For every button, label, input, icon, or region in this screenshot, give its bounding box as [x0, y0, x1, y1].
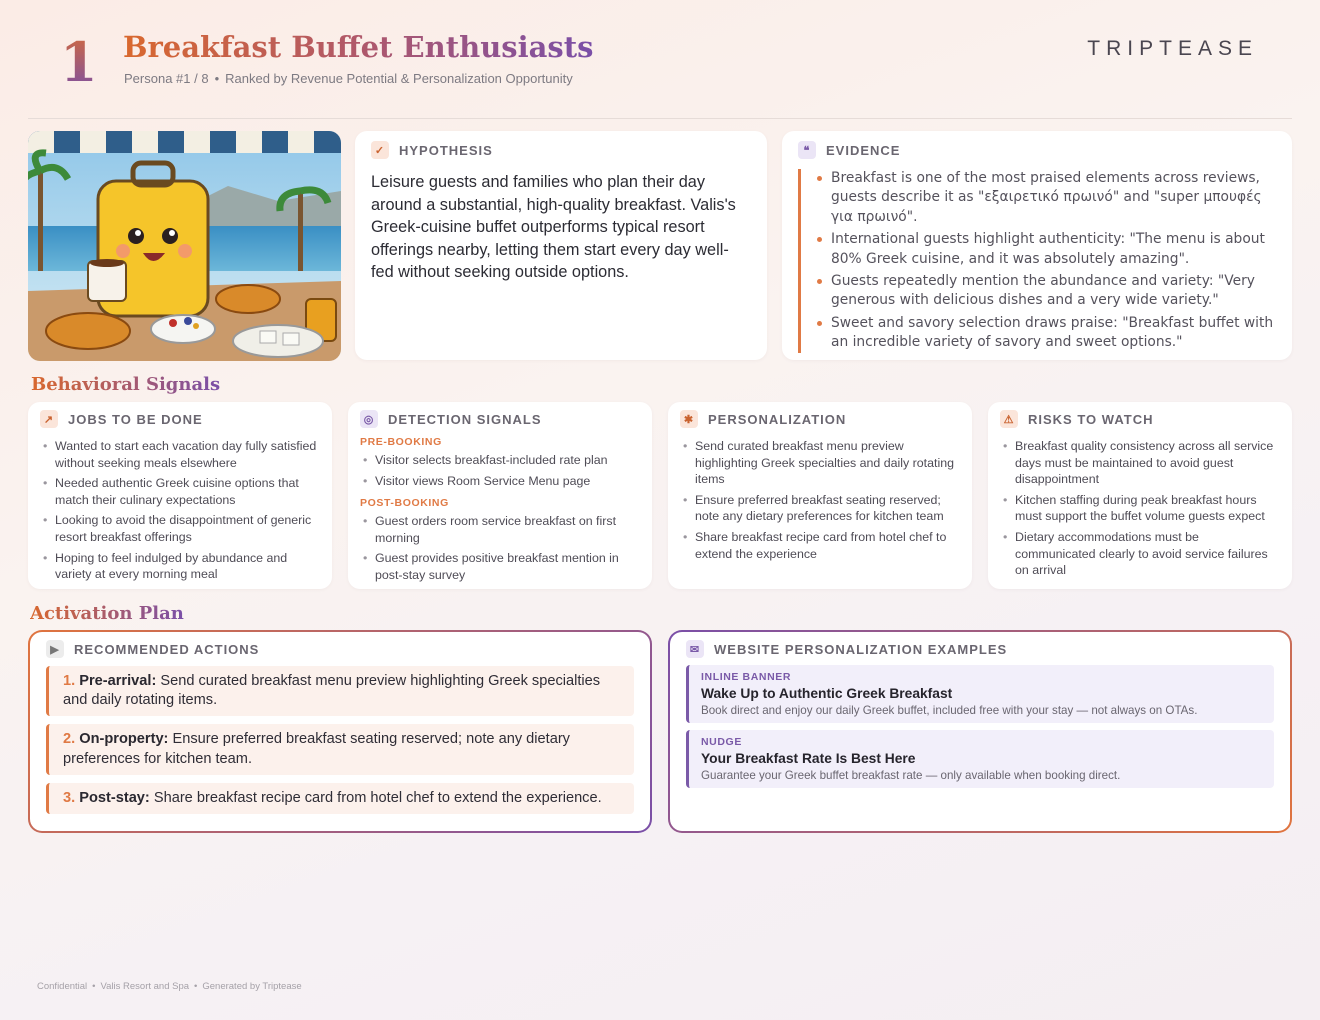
mail-icon: ✉ — [686, 640, 704, 658]
persona-number: 1 — [60, 30, 98, 94]
hypothesis-text: Leisure guests and families who plan their day around a substantial, high-quality breakfast. Valis's Greek-cuisine buffet outperforms typical resort offerings nearby, letting them start every day well-fed without seeking outside options. — [371, 173, 736, 282]
action-text: Share breakfast recipe card from hotel chef to extend the experience. — [153, 789, 602, 806]
radar-icon: ◎ — [360, 410, 378, 428]
personalization-heading: PERSONALIZATION — [708, 411, 847, 427]
action-label: Post-stay: — [79, 789, 150, 806]
warning-icon: ⚠ — [1000, 410, 1018, 428]
example-type: NUDGE — [701, 736, 742, 748]
example-title: Your Breakfast Rate Is Best Here — [701, 751, 916, 766]
example-item — [686, 730, 1274, 788]
hypothesis-card — [355, 131, 767, 360]
page-subtitle — [124, 71, 573, 86]
example-description: Book direct and enjoy our daily Greek buffet, included free with your stay — not always on OTAs. — [701, 704, 1198, 717]
page-title: Breakfast Buffet Enthusiasts — [123, 30, 594, 64]
list-item: • Visitor selects breakfast-included rate plan — [360, 452, 640, 469]
action-number: 3. — [63, 789, 76, 806]
evidence-heading: EVIDENCE — [826, 142, 901, 158]
action-item — [46, 783, 634, 814]
list-item: • Breakfast quality consistency across all service days must be maintained to avoid guest disappointment — [1000, 438, 1280, 488]
risks-list — [1000, 438, 1280, 579]
list-item: • Looking to avoid the disappointment of generic resort breakfast offerings — [40, 512, 320, 545]
footer-property: Valis Resort and Spa — [100, 981, 190, 992]
list-item: • Hoping to feel indulged by abundance and variety at every morning meal — [40, 550, 320, 583]
example-item — [686, 665, 1274, 723]
header-divider — [28, 118, 1292, 119]
detection-header — [360, 410, 640, 428]
separator-dot: • — [92, 981, 96, 992]
action-item — [46, 666, 634, 716]
detection-heading: DETECTION SIGNALS — [388, 411, 542, 427]
jobs-to-be-done-card — [28, 402, 332, 589]
actions-header — [46, 640, 634, 658]
list-item: • Needed authentic Greek cuisine options that match their culinary expectations — [40, 475, 320, 508]
persona-illustration — [28, 131, 341, 361]
hypothesis-header — [371, 141, 751, 159]
list-item: • Wanted to start each vacation day fully satisfied without seeking meals elsewhere — [40, 438, 320, 471]
footer-generated: Generated by Triptease — [202, 981, 302, 992]
jobs-header — [40, 410, 320, 428]
persona-label: Persona #1 / 8 — [124, 71, 209, 86]
post-booking-list — [360, 513, 640, 583]
separator-dot: • — [194, 981, 198, 992]
risks-card — [988, 402, 1292, 589]
check-icon: ✓ — [371, 141, 389, 159]
play-icon: ▶ — [46, 640, 64, 658]
activation-plan-title: Activation Plan — [30, 603, 184, 624]
list-item: • Guest orders room service breakfast on first morning — [360, 513, 640, 546]
brand-logo: TRIPTEASE — [1087, 37, 1258, 60]
sparkle-icon: ✱ — [680, 410, 698, 428]
example-title: Wake Up to Authentic Greek Breakfast — [701, 686, 953, 701]
footer-confidential: Confidential — [37, 981, 88, 992]
evidence-item: Breakfast is one of the most praised elements across reviews, guests describe it as "εξαιρετικό πρωινό" and "super μπουφές για πρωινό". — [817, 169, 1276, 227]
personalization-header — [680, 410, 960, 428]
evidence-item: Sweet and savory selection draws praise: "Breakfast buffet with an incredible variety of savory and sweet options." — [817, 314, 1276, 353]
risks-header — [1000, 410, 1280, 428]
example-description: Guarantee your Greek buffet breakfast rate — only available when booking direct. — [701, 769, 1121, 782]
behavioral-signals-title: Behavioral Signals — [31, 374, 221, 395]
evidence-item: International guests highlight authenticity: "The menu is about 80% Greek cuisine, and it was absolutely amazing". — [817, 230, 1276, 269]
action-text: Send curated breakfast menu preview highlighting Greek specialties and daily rotating items. — [63, 673, 601, 709]
recommended-actions-card — [28, 630, 652, 833]
pre-booking-label: PRE-BOOKING — [360, 436, 442, 448]
evidence-header — [798, 141, 1276, 159]
action-label: On-property: — [79, 731, 169, 748]
detection-signals-card — [348, 402, 652, 589]
list-item: • Visitor views Room Service Menu page — [360, 473, 640, 490]
action-text: Ensure preferred breakfast seating reserved; note any dietary preferences for kitchen team. — [63, 731, 570, 767]
action-item — [46, 724, 634, 774]
jobs-heading: JOBS TO BE DONE — [68, 411, 203, 427]
list-item: • Guest provides positive breakfast mention in post-stay survey — [360, 550, 640, 583]
hypothesis-heading: HYPOTHESIS — [399, 142, 493, 158]
risks-heading: RISKS TO WATCH — [1028, 411, 1154, 427]
arrow-up-right-icon: ↗ — [40, 410, 58, 428]
examples-header — [686, 640, 1274, 658]
list-item: • Ensure preferred breakfast seating reserved; note any dietary preferences for kitchen team — [680, 492, 960, 525]
post-booking-label: POST-BOOKING — [360, 497, 449, 510]
evidence-card — [782, 131, 1292, 360]
website-personalization-card — [668, 630, 1292, 833]
ranking-note: Ranked by Revenue Potential & Personalization Opportunity — [225, 71, 573, 86]
quote-icon: ❝ — [798, 141, 816, 159]
personalization-list — [680, 438, 960, 562]
example-type: INLINE BANNER — [701, 671, 792, 683]
action-number: 2. — [63, 731, 76, 748]
evidence-item: Guests repeatedly mention the abundance and variety: "Very generous with delicious dishes and a very wide variety." — [817, 272, 1276, 311]
evidence-list — [798, 169, 1276, 353]
action-number: 1. — [63, 673, 76, 689]
jobs-list — [40, 438, 320, 583]
action-label: Pre-arrival: — [79, 673, 157, 689]
examples-heading: WEBSITE PERSONALIZATION EXAMPLES — [714, 641, 1008, 657]
list-item: • Kitchen staffing during peak breakfast hours must support the buffet volume guests expect — [1000, 492, 1280, 525]
personalization-card — [668, 402, 972, 589]
list-item: • Share breakfast recipe card from hotel chef to extend the experience — [680, 529, 960, 562]
separator-dot: • — [214, 71, 220, 86]
page-footer — [37, 981, 302, 992]
pre-booking-list — [360, 452, 640, 489]
list-item: • Dietary accommodations must be communicated clearly to avoid service failures on arrival — [1000, 529, 1280, 579]
list-item: • Send curated breakfast menu preview highlighting Greek specialties and daily rotating items — [680, 438, 960, 488]
actions-heading: RECOMMENDED ACTIONS — [74, 641, 260, 657]
